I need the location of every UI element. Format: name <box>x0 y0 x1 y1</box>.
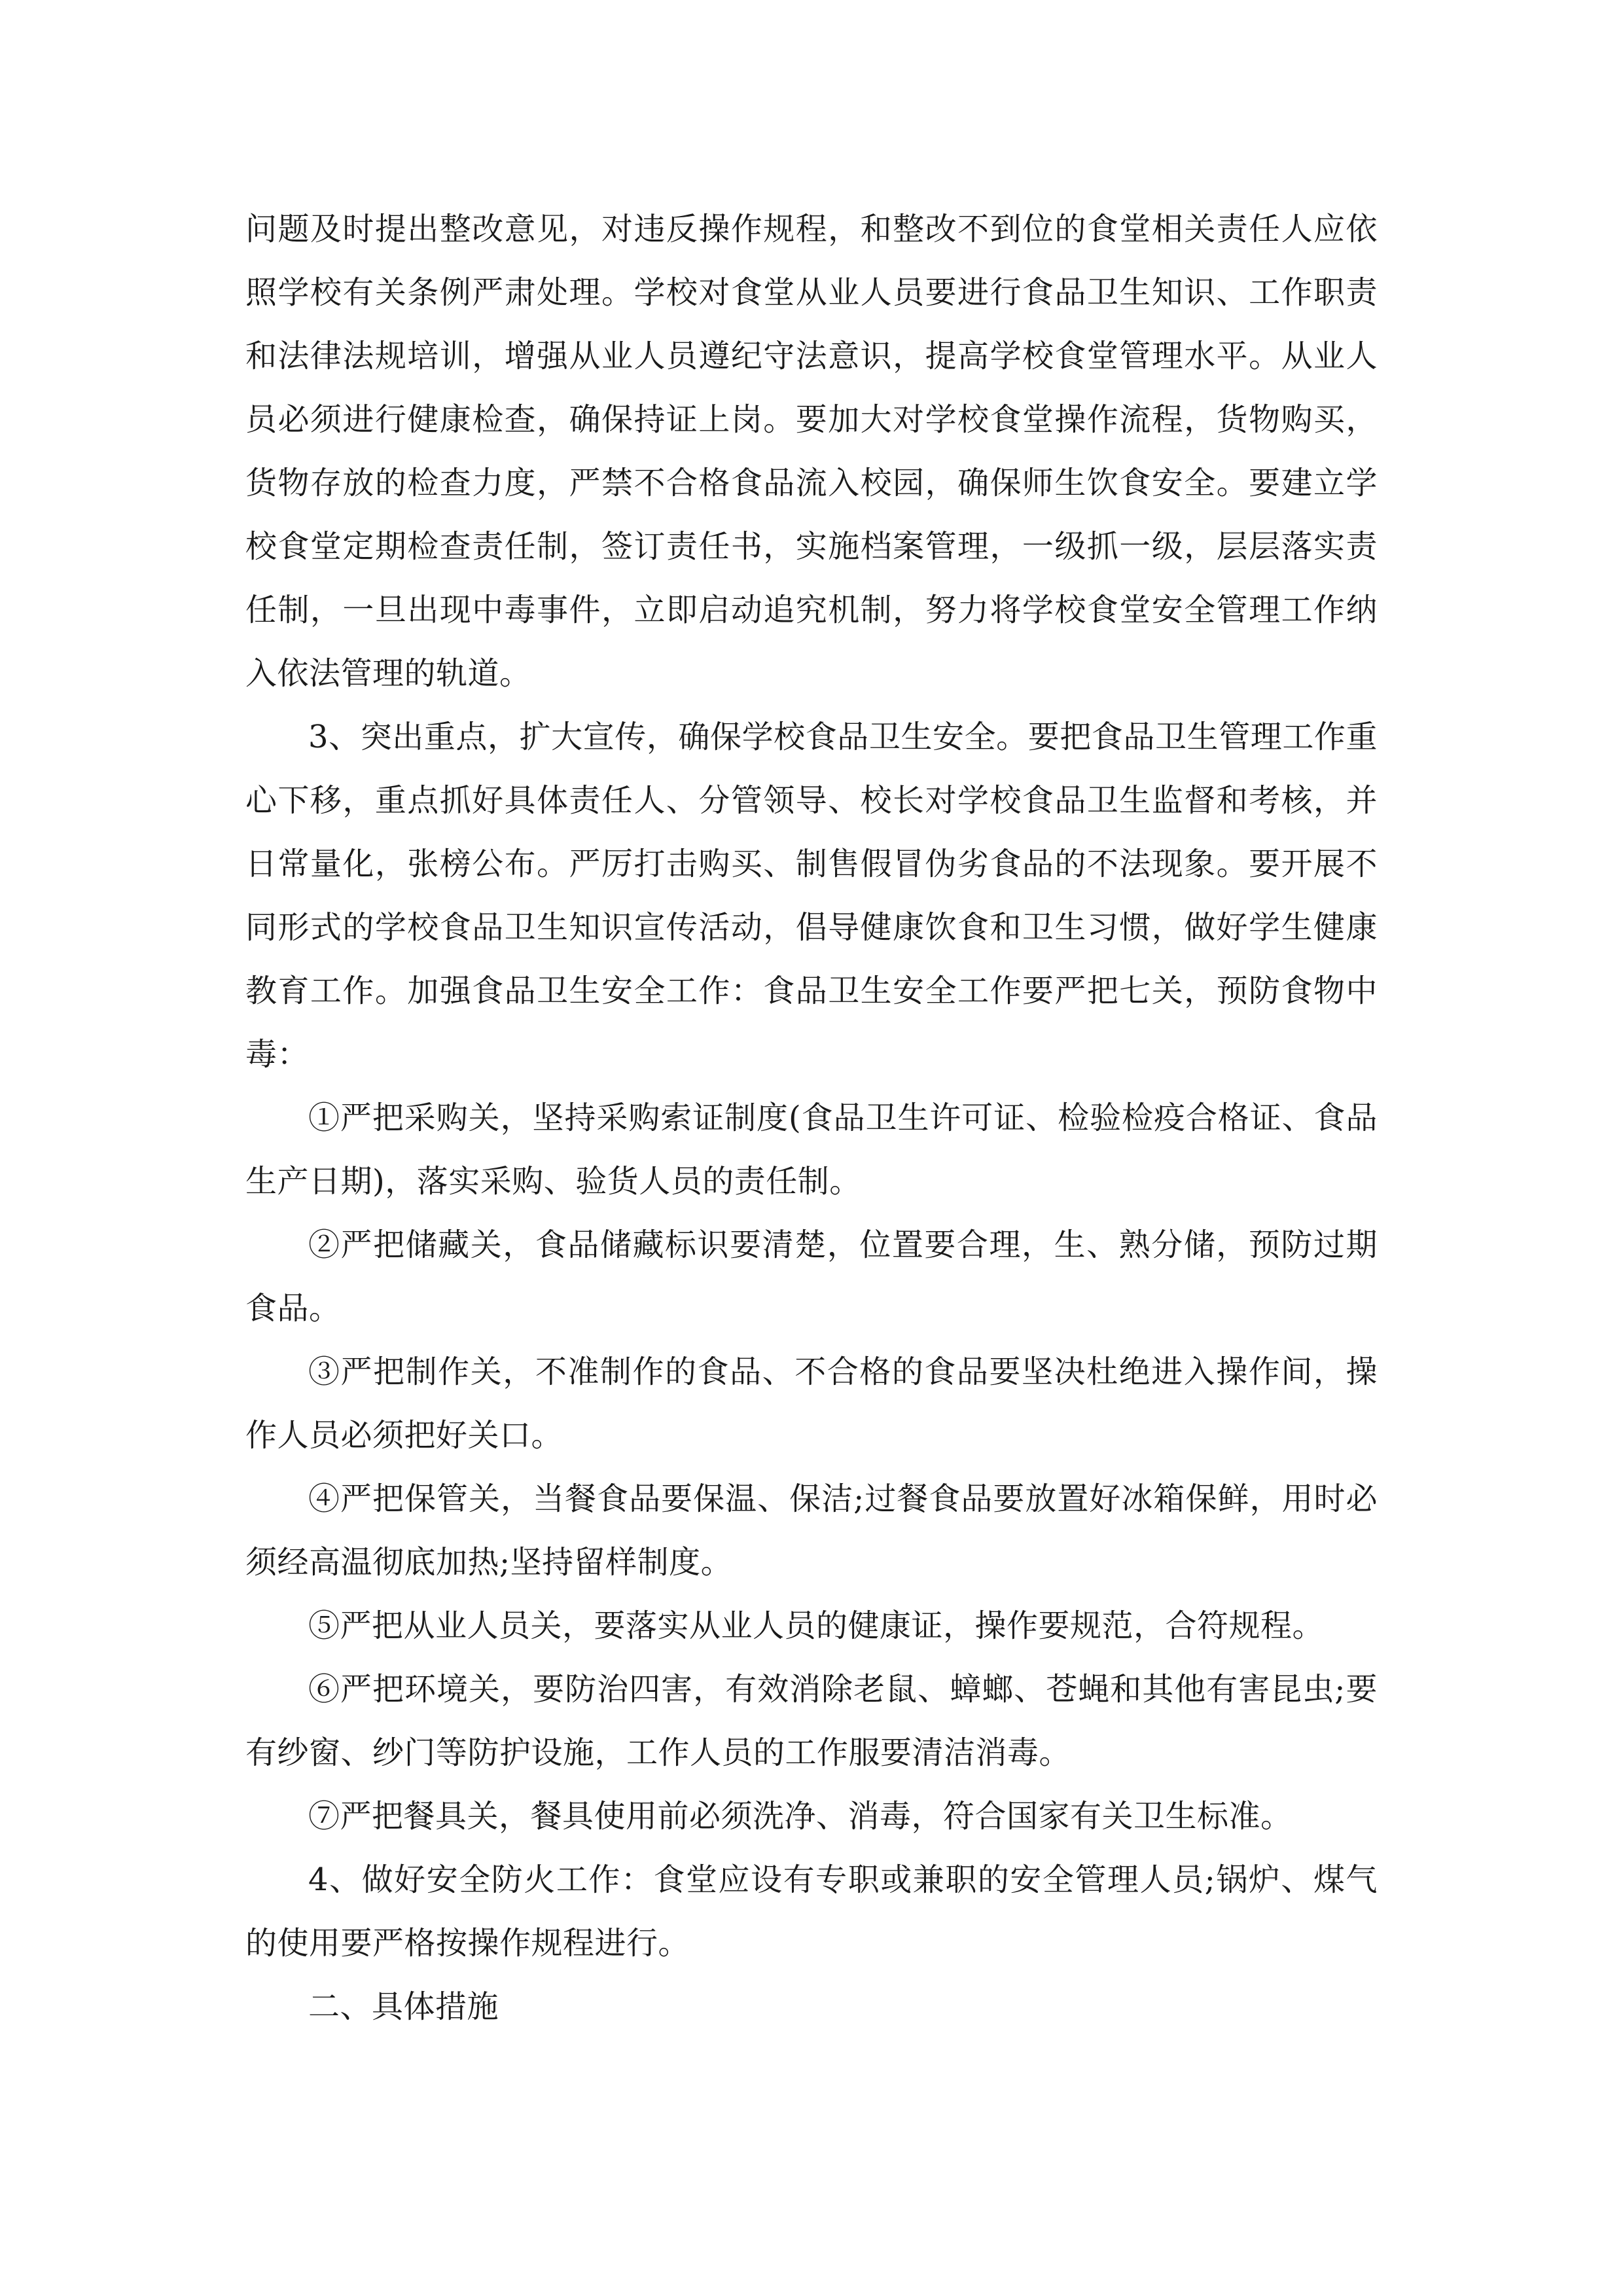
paragraph-item-5: ⑤严把从业人员关，要落实从业人员的健康证，操作要规范，合符规程。 <box>308 1607 1325 1644</box>
paragraph-item-1: ①严把采购关，坚持采购索证制度(食品卫生许可证、检验检疫合格证、食品生产日期)，落实采购、验货人员的责任制。 <box>245 1100 1378 1200</box>
paragraph-item-7: ⑦严把餐具关，餐具使用前必须洗净、消毒，符合国家有关卫生标准。 <box>308 1798 1293 1835</box>
paragraph-item-3: ③严把制作关，不准制作的食品、不合格的食品要坚决杜绝进入操作间，操作人员必须把好关口。 <box>245 1354 1378 1454</box>
paragraph-item-2: ②严把储藏关，食品储藏标识要清楚，位置要合理，生、熟分储，预防过期食品。 <box>245 1227 1378 1327</box>
paragraph-item-6: ⑥严把环境关，要防治四害，有效消除老鼠、蟑螂、苍蝇和其他有害昆虫;要有纱窗、纱门等防护设施，工作人员的工作服要清洁消毒。 <box>245 1671 1378 1771</box>
document-body <box>245 198 1378 2039</box>
paragraph-continuation: 问题及时提出整改意见，对违反操作规程，和整改不到位的食堂相关责任人应依照学校有关条例严肃处理。学校对食堂从业人员要进行食品卫生知识、工作职责和法律法规培训，增强从业人员遵纪守法意识，提高学校食堂管理水平。从业人员必须进行健康检查，确保持证上岗。要加大对学校食堂操作流程，货物购买，货物存放的检查力度，严禁不合格食品流入校园，确保师生饮食安全。要建立学校食堂定期检查责任制，签订责任书，实施档案管理，一级抓一级，层层落实责任制，一旦出现中毒事件，立即启动追究机制，努力将学校食堂安全管理工作纳入依法管理的轨道。 <box>245 211 1378 692</box>
paragraph-section-3: 3、突出重点，扩大宣传，确保学校食品卫生安全。要把食品卫生管理工作重心下移，重点抓好具体责任人、分管领导、校长对学校食品卫生监督和考核，并日常量化，张榜公布。严厉打击购买、制售假冒伪劣食品的不法现象。要开展不同形式的学校食品卫生知识宣传活动，倡导健康饮食和卫生习惯，做好学生健康教育工作。加强食品卫生安全工作：食品卫生安全工作要严把七关，预防食物中毒： <box>245 719 1378 1073</box>
section-heading: 二、具体措施 <box>308 1988 499 2025</box>
paragraph-section-4: 4、做好安全防火工作：食堂应设有专职或兼职的安全管理人员;锅炉、煤气的使用要严格按操作规程进行。 <box>245 1861 1378 1962</box>
paragraph-item-4: ④严把保管关，当餐食品要保温、保洁;过餐食品要放置好冰箱保鲜，用时必须经高温彻底加热;坚持留样制度。 <box>245 1480 1378 1581</box>
